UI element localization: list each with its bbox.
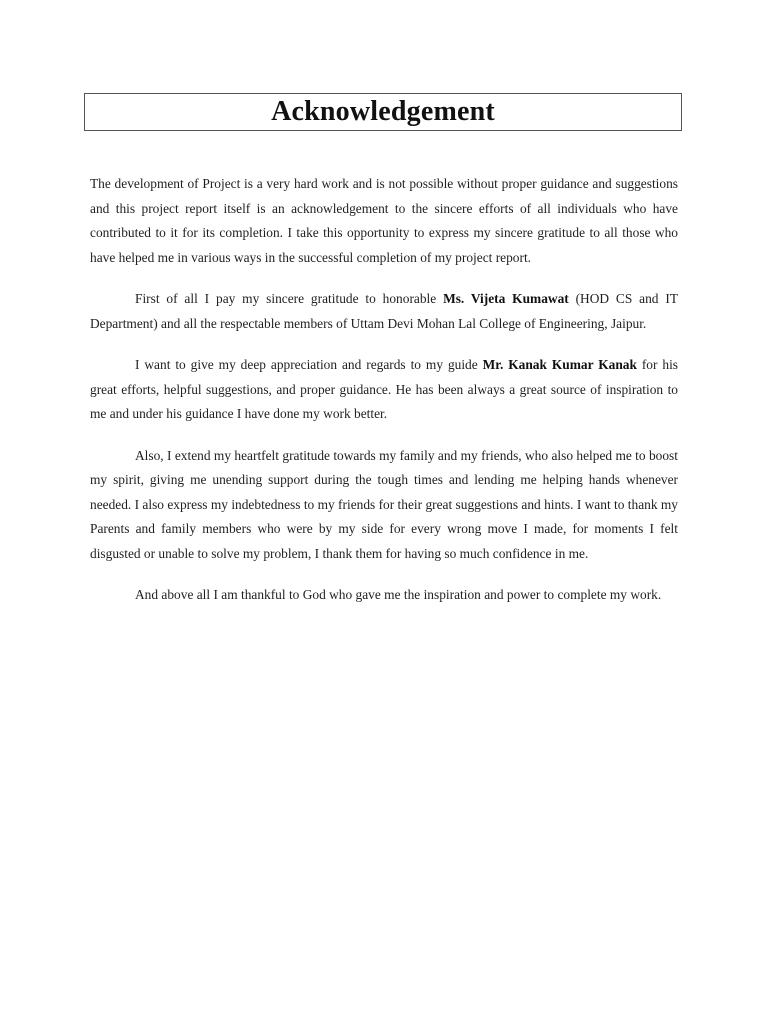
paragraph-intro: The development of Project is a very hard work and is not possible without proper guidance and suggestions and this project report itself is an acknowledgement to the sincere efforts of all individuals who have contributed to it for its completion. I take this opportunity to express my sincere gratitude to all those who have helped me in various ways in the successful completion of my project report. <box>90 176 678 265</box>
paragraph-guide-thanks <box>90 353 678 427</box>
paragraph-god-thanks: And above all I am thankful to God who gave me the inspiration and power to complete my work. <box>135 587 662 602</box>
paragraph-text: (HOD CS and IT Department) and all the respectable members of Uttam Devi Mohan Lal College of Engineering, Jaipur. <box>90 291 678 331</box>
paragraph-family-thanks: Also, I extend my heartfelt gratitude towards my family and my friends, who also helped me to boost my spirit, giving me unending support during the tough times and lending me helping hands whenever needed. I also express my indebtedness to my friends for their great suggestions and hints. I want to thank my Parents and family members who were by my side for every wrong move I made, for moments I felt disgusted or unable to solve my problem, I thank them for having so much confidence in me. <box>90 447 678 561</box>
title-box <box>84 93 682 131</box>
bold-name-hod: Ms. Vijeta Kumawat <box>443 291 569 306</box>
paragraph-text: I want to give my deep appreciation and regards to my guide <box>135 357 483 372</box>
paragraph-text: First of all I pay my sincere gratitude to honorable <box>135 291 444 306</box>
page-title: Acknowledgement <box>271 96 495 127</box>
document-body <box>90 172 678 625</box>
paragraph-text: for his great efforts, helpful suggestions, and proper guidance. He has been always a great source of inspiration to me and under his guidance I have done my work better. <box>90 357 679 421</box>
bold-name-guide: Mr. Kanak Kumar Kanak <box>482 357 637 372</box>
paragraph-hod-thanks <box>90 287 678 336</box>
